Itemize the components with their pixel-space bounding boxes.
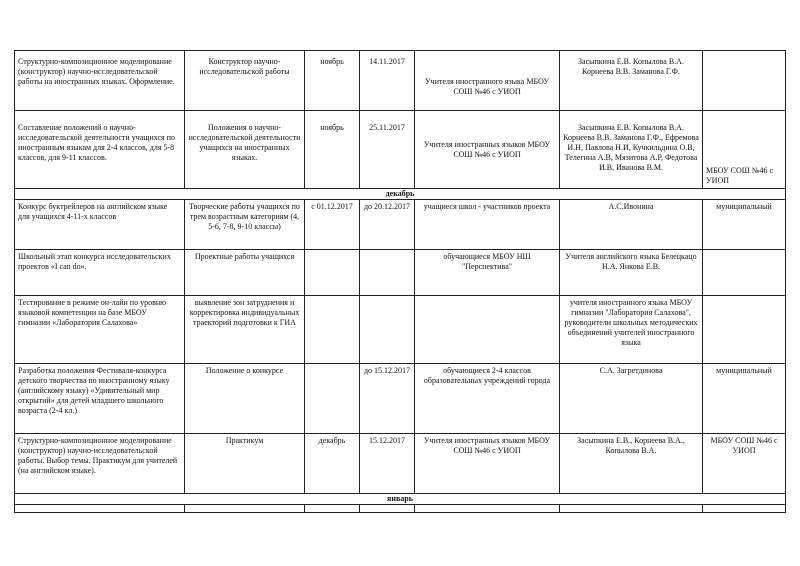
level-cell: МБОУ СОШ №46 с УИОП xyxy=(703,434,786,494)
responsible-cell: Засыпкина Е.В. Копылова В.А. Корнеева В.В. Заманова Г.Ф., Ефремова И.Н, Павлова Н.И, Кучкильдина О.В, Телегина А.В, Мязитова А.Р, Федотова И.В, Иванова В.М. xyxy=(560,111,703,189)
responsible-cell: учителя иностранного языка МБОУ гимназии "Лаборатория Салахова", руководители школьных методических объединений учителей иностранного языка xyxy=(560,296,703,364)
level-cell xyxy=(703,505,786,513)
form-cell: Творческие работы учащихся по трем возрастным категориям (4, 5-6, 7-8, 9-10 классы) xyxy=(185,200,305,250)
start-cell: ноябрь xyxy=(305,51,360,111)
level-cell xyxy=(703,51,786,111)
end-cell: 25.11.2017 xyxy=(360,111,415,189)
end-cell: до 15.12.2017 xyxy=(360,364,415,434)
form-cell: Конструктор научно-исследовательской работы xyxy=(185,51,305,111)
level-cell: муниципальный xyxy=(703,200,786,250)
event-cell: Структурно-композиционное моделирование (конструктор) научно-исследовательской работы. Выбор темы. Практикум для учителей (на английском языке). xyxy=(15,434,185,494)
month-header: январь xyxy=(15,494,786,505)
month-row xyxy=(15,189,786,200)
participants-cell xyxy=(415,296,560,364)
responsible-cell: С.А. Загретдинова xyxy=(560,364,703,434)
table-row xyxy=(15,250,786,296)
event-cell: Тестирование в режиме он-лайн по уровню языковой компетенции на базе МБОУ гимназии «Лаборатория Салахова» xyxy=(15,296,185,364)
month-header: декабрь xyxy=(15,189,786,200)
start-cell: с 01.12.2017 xyxy=(305,200,360,250)
end-cell xyxy=(360,505,415,513)
document-page xyxy=(14,50,785,510)
event-cell xyxy=(15,505,185,513)
start-cell xyxy=(305,250,360,296)
start-cell xyxy=(305,505,360,513)
participants-cell: Учителя иностранных языков МБОУ СОШ №46 с УИОП xyxy=(415,111,560,189)
table-row xyxy=(15,111,786,189)
table-row xyxy=(15,505,786,513)
event-cell: Разработка положения Фестиваля-конкурса детского творчества по иностранному языку (английскому языку) «Удивительный мир открытий» для детей младшего школьного возраста (2-4 кл.) xyxy=(15,364,185,434)
start-cell xyxy=(305,364,360,434)
form-cell: Положение о конкурсе xyxy=(185,364,305,434)
responsible-cell xyxy=(560,505,703,513)
table-row xyxy=(15,200,786,250)
event-cell: Школьный этап конкурса исследовательских проектов «I can do». xyxy=(15,250,185,296)
end-cell xyxy=(360,250,415,296)
end-cell: 14.11.2017 xyxy=(360,51,415,111)
form-cell: Практикум xyxy=(185,434,305,494)
form-cell xyxy=(185,505,305,513)
table-row xyxy=(15,434,786,494)
responsible-cell: Учителя английского языка Белецкацо Н.А. Янкова Е.В. xyxy=(560,250,703,296)
table-row xyxy=(15,364,786,434)
month-row xyxy=(15,494,786,505)
level-cell: муниципальный xyxy=(703,364,786,434)
end-cell xyxy=(360,296,415,364)
end-cell: до 20.12.2017 xyxy=(360,200,415,250)
form-cell: выявление зон затруднения и корректировка индивидуальных траекторий подготовки к ГИА xyxy=(185,296,305,364)
participants-cell: Учителя иностранного языка МБОУ СОШ №46 с УИОП xyxy=(415,51,560,111)
start-cell: декабрь xyxy=(305,434,360,494)
form-cell: Проектные работы учащихся xyxy=(185,250,305,296)
table-row xyxy=(15,51,786,111)
table-row xyxy=(15,296,786,364)
level-cell: МБОУ СОШ №46 с УИОП xyxy=(703,111,786,189)
participants-cell xyxy=(415,505,560,513)
event-cell: Составление положений о научно-исследовательской деятельности учащихся по иностранным языкам для 2-4 классов, для 5-8 классов, для 9-11 классов. xyxy=(15,111,185,189)
event-cell: Конкурс буктрейлеров на английском языке для учащихся 4-11-х классов xyxy=(15,200,185,250)
event-cell: Структурно-композиционное моделирование (конструктор) научно-исследовательской работы на иностранных языках. Оформление. xyxy=(15,51,185,111)
responsible-cell: Засыпкина Е.В. Копылова В.А. Корнеева В.В. Заманова Г.Ф. xyxy=(560,51,703,111)
participants-cell: обучающиеся 2-4 классов образовательных учреждений города xyxy=(415,364,560,434)
form-cell: Положения о научно-исследовательской деятельности учащихся на иностранных языках. xyxy=(185,111,305,189)
participants-cell: обучающиеся МБОУ НШ "Перспектива" xyxy=(415,250,560,296)
events-table xyxy=(14,50,786,513)
responsible-cell: Засыпкина Е.В., Корнеева В.А., Копылова В.А. xyxy=(560,434,703,494)
start-cell: ноябрь xyxy=(305,111,360,189)
level-cell xyxy=(703,296,786,364)
responsible-cell: А.С.Ивонина xyxy=(560,200,703,250)
participants-cell: учащиеся школ - участников проекта xyxy=(415,200,560,250)
start-cell xyxy=(305,296,360,364)
participants-cell: Учителя иностранных языков МБОУ СОШ №46 с УИОП xyxy=(415,434,560,494)
level-cell xyxy=(703,250,786,296)
end-cell: 15.12.2017 xyxy=(360,434,415,494)
